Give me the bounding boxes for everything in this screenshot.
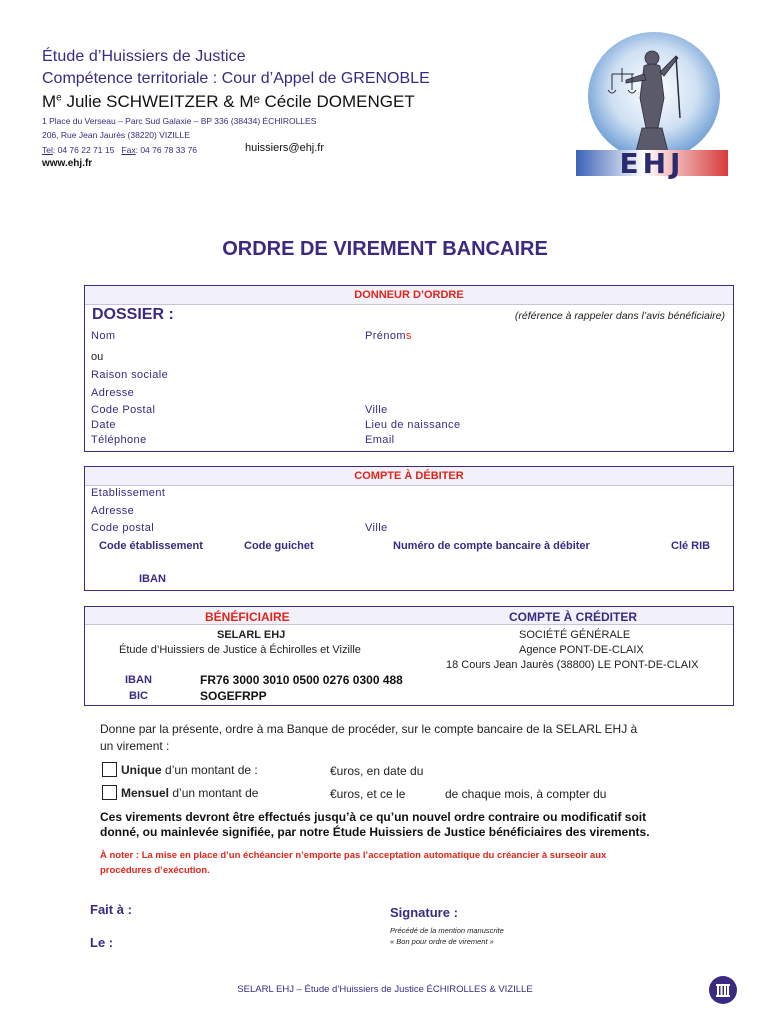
header-email[interactable]: huissiers@ehj.fr — [245, 142, 325, 154]
compte-debiter-box — [84, 466, 734, 591]
names-text: Julie SCHWEITZER & Mᵉ Cécile DOMENGET — [66, 92, 415, 111]
header-phones — [42, 145, 197, 155]
bank-name: SOCIÉTÉ GÉNÉRALE — [519, 629, 631, 641]
mensuel-option[interactable] — [102, 785, 258, 800]
beneficiaire-title: BÉNÉFICIAIRE — [205, 610, 290, 624]
mensuel-euros: €uros, et ce le — [330, 787, 406, 801]
header-line2: Compétence territoriale : Cour d’Appel de GRENOBLE — [42, 70, 430, 87]
ehj-logo — [572, 28, 732, 188]
bank-address: 18 Cours Jean Jaurès (38800) LE PONT-DE-CLAIX — [446, 659, 699, 671]
code-etablissement-field[interactable]: Code établissement — [99, 540, 203, 552]
footer-text: SELARL EHJ – Étude d’Huissiers de Justice ÉCHIROLLES & VIZILLE — [237, 984, 533, 995]
numero-compte-field[interactable]: Numéro de compte bancaire à débiter — [393, 540, 590, 552]
justice-logo-icon — [572, 28, 732, 188]
donneur-band: DONNEUR D’ORDRE — [85, 286, 733, 305]
tel-value: : 04 76 22 71 15 — [52, 145, 115, 155]
tel-label: Tel — [42, 145, 53, 155]
mensuel-checkbox[interactable] — [102, 785, 117, 800]
bic-label: BIC — [129, 690, 148, 702]
le-field[interactable]: Le : — [90, 935, 114, 950]
order-line1: Donne par la présente, ordre à ma Banque de procéder, sur le compte bancaire de la SELARL EHJ à — [100, 722, 638, 736]
footer-logo — [708, 975, 738, 1005]
telephone-field[interactable]: Téléphone — [91, 434, 147, 446]
unique-option[interactable] — [102, 762, 258, 777]
order-line2: un virement : — [100, 739, 170, 753]
beneficiaire-name: SELARL EHJ — [217, 629, 286, 641]
donneur-box — [84, 285, 734, 452]
bank-agency: Agence PONT-DE-CLAIX — [519, 644, 644, 656]
dossier-label[interactable]: DOSSIER : — [92, 306, 174, 323]
compte-debiter-band: COMPTE À DÉBITER — [85, 467, 733, 486]
signature-mention1: Précédé de la mention manuscrite — [390, 926, 504, 935]
prenoms-s: s — [405, 330, 412, 342]
mensuel-label: Mensuel — [121, 786, 170, 800]
iban-label: IBAN — [125, 674, 152, 686]
etablissement-field[interactable]: Etablissement — [91, 487, 166, 499]
compte-crediter-title: COMPTE À CRÉDITER — [509, 610, 638, 624]
names-prefix: M — [42, 92, 57, 111]
bic-value: SOGEFRPP — [200, 689, 267, 703]
code-guichet-field[interactable]: Code guichet — [244, 540, 314, 552]
header-web[interactable]: www.ehj.fr — [42, 158, 93, 169]
ville-field[interactable]: Ville — [365, 404, 388, 416]
date-field[interactable]: Date — [91, 419, 116, 431]
fait-a-field[interactable]: Fait à : — [90, 902, 132, 917]
beneficiaire-box — [84, 606, 734, 706]
debit-adresse-field[interactable]: Adresse — [91, 505, 135, 517]
debit-code-postal-field[interactable]: Code postal — [91, 522, 155, 534]
svg-text:EHJ: EHJ — [619, 147, 685, 180]
note-line1: À noter : La mise en place d’un échéancier n’emporte pas l’acceptation automatique du créancier à surseoir aux — [100, 850, 607, 861]
signature-mention2: « Bon pour ordre de virement » — [390, 937, 494, 946]
raison-sociale-field[interactable]: Raison sociale — [91, 369, 169, 381]
order-bold1: Ces virements devront être effectués jusqu’à ce qu’un nouvel ordre contraire ou modificatif soit — [100, 810, 647, 824]
iban-field[interactable]: IBAN — [139, 573, 166, 585]
nom-field[interactable]: Nom — [91, 330, 116, 342]
code-postal-field[interactable]: Code Postal — [91, 404, 156, 416]
mensuel-end: de chaque mois, à compter du — [445, 787, 607, 801]
pillar-seal-icon — [708, 975, 738, 1005]
ou-label: ou — [91, 351, 104, 363]
iban-value: FR76 3000 3010 0500 0276 0300 488 — [200, 673, 403, 687]
fax-value: : 04 76 78 33 76 — [135, 145, 198, 155]
lieu-naissance-field[interactable]: Lieu de naissance — [365, 419, 461, 431]
unique-label: Unique — [121, 763, 162, 777]
header-address2: 206, Rue Jean Jaurès (38220) VIZILLE — [42, 130, 190, 140]
email-field[interactable]: Email — [365, 434, 395, 446]
unique-checkbox[interactable] — [102, 762, 117, 777]
note-line2: procédures d’exécution. — [100, 865, 210, 876]
prenoms-field[interactable] — [365, 330, 412, 342]
debit-ville-field[interactable]: Ville — [365, 522, 388, 534]
mensuel-text: d’un montant de — [172, 786, 259, 800]
adresse-field[interactable]: Adresse — [91, 387, 135, 399]
header-line1: Étude d’Huissiers de Justice — [42, 48, 246, 65]
beneficiaire-full-name: Étude d’Huissiers de Justice à Échirolles et Vizille — [119, 644, 361, 656]
header-names — [42, 92, 415, 112]
fax-label: Fax — [121, 145, 136, 155]
prenoms-text: Prénom — [365, 330, 406, 342]
cle-rib-field[interactable]: Clé RIB — [671, 540, 711, 552]
order-bold2: donné, ou mainlevée signifiée, par notre Étude Huissiers de Justice bénéficiaires des virements. — [100, 825, 650, 839]
names-sup: e — [56, 92, 62, 104]
signature-field[interactable]: Signature : — [390, 905, 458, 920]
unique-euros: €uros, en date du — [330, 764, 424, 778]
unique-text: d’un montant de : — [165, 763, 258, 777]
reference-note: (référence à rappeler dans l’avis bénéficiaire) — [514, 310, 725, 322]
page-title: ORDRE DE VIREMENT BANCAIRE — [222, 238, 548, 260]
header-address1: 1 Place du Verseau – Parc Sud Galaxie – BP 336 (38434) ÉCHIROLLES — [42, 116, 317, 126]
